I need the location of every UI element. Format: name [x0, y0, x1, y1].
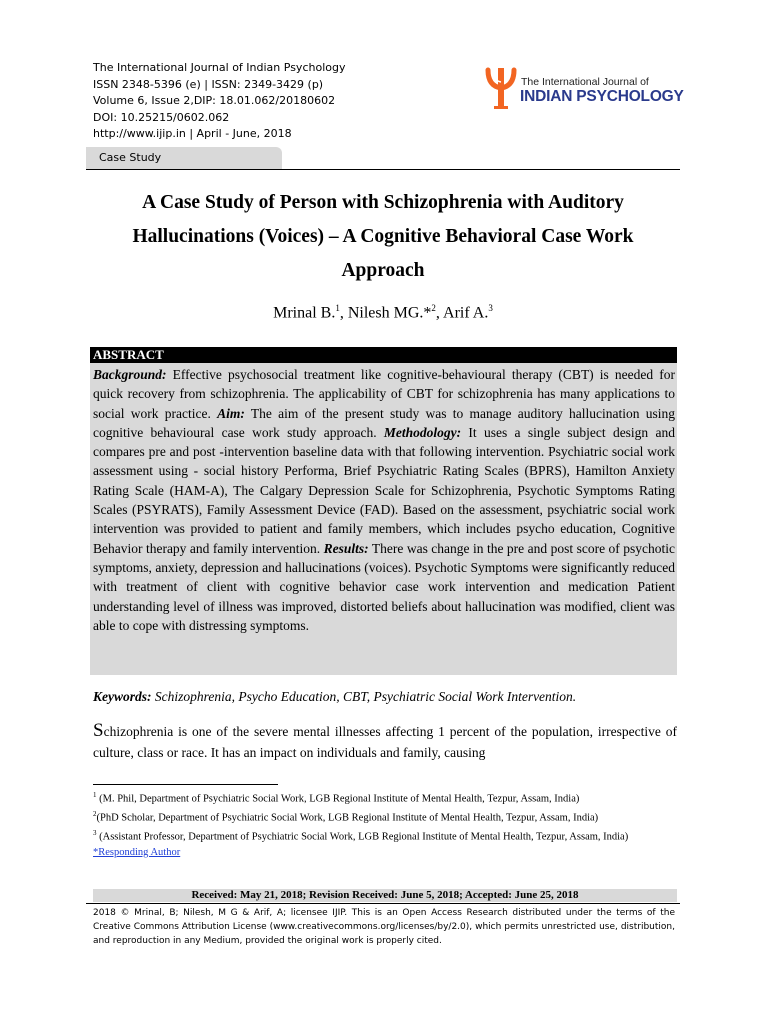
- footnotes: [93, 789, 658, 859]
- abstract-label: Methodology:: [383, 424, 462, 440]
- journal-name: The International Journal of Indian Psychology: [93, 61, 346, 74]
- footnote: $^3$ (Assistant Professor, Department of Psychiatric Social Work, LGB Regional Institute of Mental Health, Tezpur, Assam, India): [93, 829, 629, 843]
- section-label: Case Study: [99, 151, 162, 164]
- abstract-text: The aim of the present study was to manage auditory hallucination using cognitive behavioural case work study approach.: [93, 405, 675, 440]
- logo-line-1: The International Journal of: [521, 76, 649, 88]
- doi-line: DOI: 10.25215/0602.062: [93, 110, 230, 124]
- volume-line: Volume 6, Issue 2,DIP: 18.01.062/20180602: [93, 94, 336, 107]
- intro-paragraph: [93, 720, 677, 763]
- section-tab: [86, 147, 282, 169]
- author-affil-sup: 1: [335, 303, 340, 313]
- abstract-heading: ABSTRACT: [90, 347, 677, 363]
- abstract-text: It uses a single subject design and compares pre and post -intervention baseline data with that following intervention. Psychiatric social work assessment using - social history Performa, Brief Psychiatric Rating Scales (BPRS), Hamilton Anxiety Rating Scale (HAM-A), The Calgary Depression Scale for Schizophrenia, Psychotic Symptoms Rating Scales (PSYRATS), Family Assessment Device (FAD). Based on the assessment, psychiatric social work intervention was provided to patient and family members, which includes psycho education, Cognitive Behavior therapy and family intervention.: [93, 424, 675, 556]
- footnote: $^1$ (M. Phil, Department of Psychiatric Social Work, LGB Regional Institute of Mental Health, Tezpur, Assam, India): [93, 791, 580, 805]
- keywords: [93, 689, 677, 705]
- abstract-label: Results:: [323, 540, 369, 556]
- footnote-rule: [93, 784, 278, 785]
- keywords-text: Schizophrenia, Psycho Education, CBT, Psychiatric Social Work Intervention.: [151, 689, 577, 704]
- author-list: Mrinal B.$^1$, Nilesh MG.*$^2$, Arif A.$^3$: [273, 303, 493, 322]
- psi-logo-icon: [484, 66, 520, 110]
- url-date-line: http://www.ijip.in | April - June, 2018: [93, 127, 292, 140]
- received-dates: Received: May 21, 2018; Revision Received: June 5, 2018; Accepted: June 25, 2018: [93, 889, 677, 902]
- author-affil-sup: 2: [431, 303, 436, 313]
- logo-line-2: INDIAN PSYCHOLOGY: [520, 88, 684, 105]
- abstract-body: [93, 365, 675, 635]
- keywords-label: Keywords:: [93, 689, 152, 704]
- drop-cap: S: [93, 720, 104, 741]
- issn-line: ISSN 2348-5396 (e) | ISSN: 2349-3429 (p): [93, 77, 324, 91]
- intro-text: chizophrenia is one of the severe mental illnesses affecting 1 percent of the population, irrespective of culture, class or race. It has an impact on individuals and family, causing: [93, 724, 677, 760]
- abstract-text: Effective psychosocial treatment like cognitive-behavioural therapy (CBT) is needed for quick recovery from schizophrenia. The applicability of CBT for schizophrenia has many applications to social work practice.: [93, 367, 675, 421]
- footnote: $^2$(PhD Scholar, Department of Psychiatric Social Work, LGB Regional Institute of Mental Health, Tezpur, Assam, India): [93, 810, 599, 824]
- abstract-box: [90, 347, 677, 675]
- author: Mrinal B.: [273, 304, 336, 322]
- journal-logo: [484, 66, 684, 110]
- abstract-label: Aim:: [217, 405, 245, 421]
- license-rule: [86, 903, 680, 904]
- journal-header: [93, 60, 345, 143]
- responding-author-link[interactable]: *Responding Author: [93, 846, 181, 858]
- license-text: 2018 © Mrinal, B; Nilesh, M G & Arif, A; licensee IJIP. This is an Open Access Research distributed under the terms of the Creative Commons Attribution License (www.creativecommons.org/licenses/by/2.0), which permits unrestricted use, distribution, and reproduction in any Medium, provided the original work is properly cited.: [93, 908, 675, 947]
- author: Arif A.: [443, 304, 489, 322]
- author-affil-sup: 3: [488, 303, 493, 313]
- abstract-text: There was change in the pre and post score of psychotic symptoms, anxiety, depression and hallucinations (voices). Psychotic Symptoms were significantly reduced with treatment of client with cognitive behavior case work intervention and medication Patient understanding level of illness was improved, distorted beliefs about hallucination was modified, client was able to cope with distressing symptoms.: [93, 540, 675, 633]
- header-rule: [86, 169, 680, 170]
- paper-title: A Case Study of Person with Schizophrenia with Auditory Hallucinations (Voices) – A Cognitive Behavioral Case Work Approach: [132, 192, 634, 281]
- author: Nilesh MG.*: [347, 304, 432, 322]
- abstract-label: Background:: [93, 367, 167, 382]
